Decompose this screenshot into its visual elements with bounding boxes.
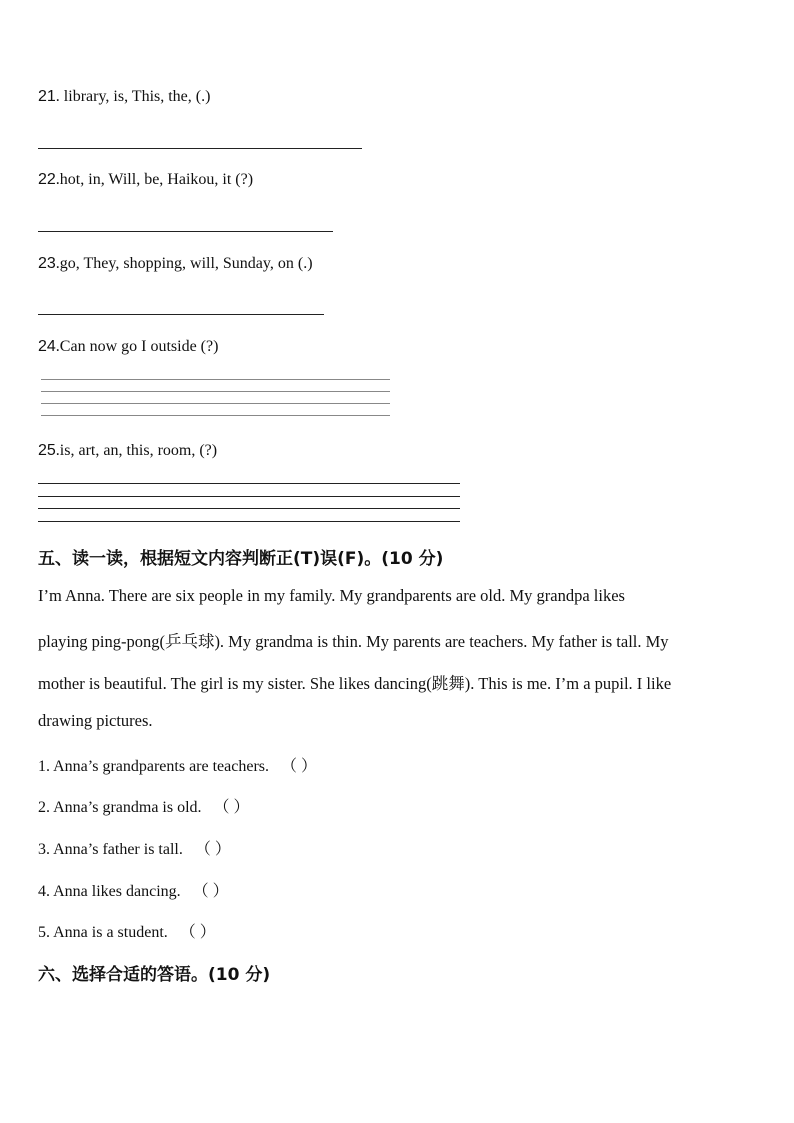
question-number: 23: [38, 255, 56, 272]
tf-item-3: [38, 836, 231, 859]
answer-blank[interactable]: （ ）: [192, 883, 229, 900]
tf-item-text: 5. Anna is a student.: [38, 924, 168, 941]
passage-line: mother is beautiful. The girl is my sister. She likes dancing(跳舞). This is me. I’m a pupil. I like: [38, 674, 672, 693]
question-text: .is, art, an, this, room, (?): [55, 442, 218, 459]
question-number: 25: [38, 442, 56, 459]
tf-item-text: 3. Anna’s father is tall.: [38, 841, 183, 858]
tf-item-text: 1. Anna’s grandparents are teachers.: [38, 758, 270, 775]
passage-line: drawing pictures.: [38, 711, 153, 730]
question-text: . library, is, This, the, (.): [55, 88, 211, 105]
tf-item-text: 2. Anna’s grandma is old.: [38, 799, 202, 816]
tf-item-text: 4. Anna likes dancing.: [38, 883, 181, 900]
answer-line-24b[interactable]: [41, 391, 390, 392]
question-number: 22: [38, 171, 56, 188]
section-6-heading: 六、选择合适的答语。(10 分): [38, 965, 271, 985]
answer-blank[interactable]: （ ）: [194, 841, 231, 858]
answer-line-23[interactable]: [38, 314, 324, 315]
question-21: [38, 88, 210, 106]
answer-line-25d[interactable]: [38, 521, 460, 522]
answer-blank[interactable]: （ ）: [213, 799, 250, 816]
question-23: [38, 255, 313, 273]
passage-line: playing ping-pong(乒乓球). My grandma is thin. My parents are teachers. My father is tall. My: [38, 632, 669, 651]
tf-item-1: [38, 753, 317, 776]
question-number: 21: [38, 88, 56, 105]
question-text: .Can now go I outside (?): [55, 338, 219, 355]
answer-blank[interactable]: （ ）: [281, 758, 318, 775]
tf-item-4: [38, 878, 229, 901]
answer-line-25b[interactable]: [38, 496, 460, 497]
answer-line-25a[interactable]: [38, 483, 460, 484]
answer-line-24a[interactable]: [41, 379, 390, 380]
answer-line-21[interactable]: [38, 148, 362, 149]
tf-item-5: [38, 919, 216, 942]
question-25: [38, 442, 217, 460]
question-number: 24: [38, 338, 56, 355]
question-text: .hot, in, Will, be, Haikou, it (?): [55, 171, 254, 188]
answer-line-22[interactable]: [38, 231, 333, 232]
answer-line-24d[interactable]: [41, 415, 390, 416]
answer-blank[interactable]: （ ）: [179, 924, 216, 941]
passage-line: I’m Anna. There are six people in my family. My grandparents are old. My grandpa likes: [38, 586, 625, 605]
question-24: [38, 338, 218, 356]
answer-line-24c[interactable]: [41, 403, 390, 404]
section-5-heading: 五、读一读，根据短文内容判断正(T)误(F)。(10 分): [38, 549, 444, 569]
question-22: [38, 171, 253, 189]
answer-line-25c[interactable]: [38, 508, 460, 509]
question-text: .go, They, shopping, will, Sunday, on (.): [55, 255, 313, 272]
tf-item-2: [38, 794, 250, 817]
